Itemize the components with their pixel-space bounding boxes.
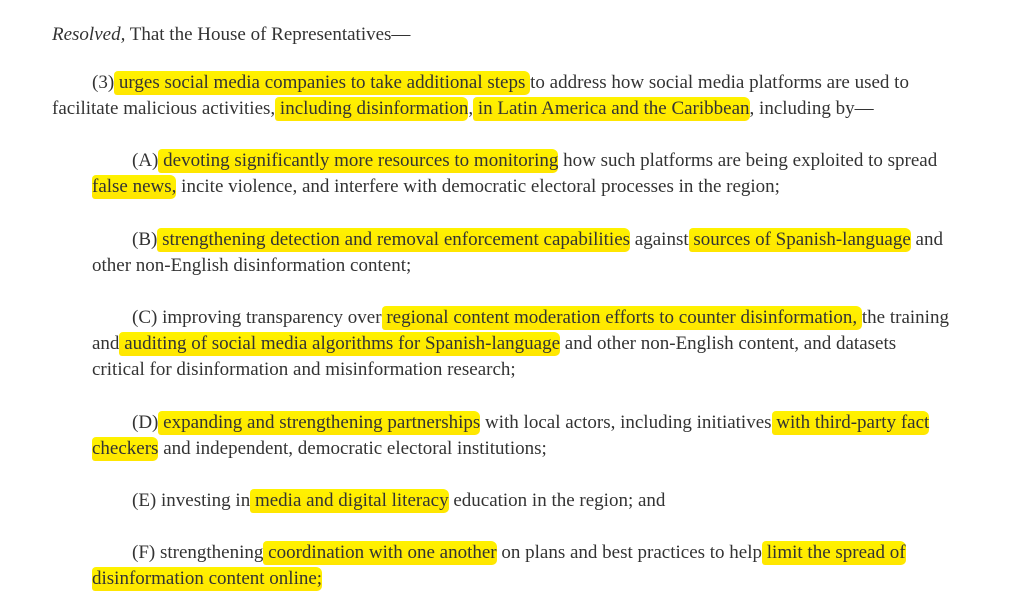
para-a-text: incite violence, and interfere with democratic electoral processes in the region;	[176, 176, 780, 197]
para-3-text: ,	[468, 98, 474, 119]
para-b-text: and	[910, 229, 943, 250]
para-c-line-2	[92, 331, 896, 357]
para-a-line-1	[132, 148, 937, 174]
resolved-line	[52, 22, 410, 48]
para-b-label: (B)	[132, 229, 158, 250]
para-d-text: with local actors, including initiatives	[480, 412, 772, 433]
highlight: auditing of social media algorithms for Spanish-language	[119, 333, 561, 354]
para-a-text: how such platforms are being exploited to spread	[558, 150, 938, 171]
para-c-text: the training	[861, 307, 949, 328]
para-f-text: on plans and best practices to help	[496, 542, 763, 563]
highlight: strengthening detection and removal enforcement capabilities	[157, 229, 631, 250]
para-3-number: (3)	[92, 72, 115, 93]
highlight: devoting significantly more resources to monitoring	[158, 150, 559, 171]
para-3-line-2	[52, 96, 874, 122]
highlight: with third-party fact	[771, 412, 930, 433]
highlight: media and digital literacy	[250, 490, 449, 511]
para-f-text: (F) strengthening	[132, 542, 264, 563]
highlight: expanding and strengthening partnerships	[158, 412, 481, 433]
highlight: including disinformation	[275, 98, 469, 119]
para-d-label: (D)	[132, 412, 159, 433]
para-3-text: facilitate malicious activities,	[52, 98, 276, 119]
para-3-text: to address how social media platforms are used to	[530, 72, 909, 93]
highlight: coordination with one another	[263, 542, 497, 563]
resolved-label: Resolved,	[52, 24, 126, 45]
para-c-text: critical for disinformation and misinformation research;	[92, 359, 516, 380]
para-3-text: , including by—	[749, 98, 874, 119]
para-a-label: (A)	[132, 150, 159, 171]
para-c-line-3	[92, 357, 516, 383]
highlight: urges social media companies to take additional steps	[114, 72, 531, 93]
para-c-line-1	[132, 305, 949, 331]
para-b-line-1	[132, 227, 943, 253]
highlight: false news,	[92, 176, 177, 197]
highlight: limit the spread of	[762, 542, 906, 563]
highlight: checkers	[92, 438, 159, 459]
resolved-text: That the House of Representatives—	[125, 24, 411, 45]
para-c-text: and other non-English content, and datasets	[560, 333, 897, 354]
para-b-text: other non-English disinformation content;	[92, 255, 412, 276]
para-c-text: and	[92, 333, 120, 354]
para-3-line-1	[92, 70, 909, 96]
para-e-text: education in the region; and	[448, 490, 666, 511]
para-d-text: and independent, democratic electoral institutions;	[158, 438, 547, 459]
para-b-text: against	[630, 229, 689, 250]
para-c-text: (C) improving transparency over	[132, 307, 382, 328]
para-e-text: (E) investing in	[132, 490, 251, 511]
highlight: regional content moderation efforts to counter disinformation,	[381, 307, 862, 328]
para-d-line-2	[92, 436, 547, 462]
para-a-line-2	[92, 174, 780, 200]
highlight: disinformation content online;	[92, 568, 323, 589]
para-e-line-1	[132, 488, 665, 514]
para-f-line-2	[92, 566, 322, 592]
para-f-line-1	[132, 540, 906, 566]
para-b-line-2	[92, 253, 411, 279]
highlight: in Latin America and the Caribbean	[473, 98, 750, 119]
para-d-line-1	[132, 410, 929, 436]
highlight: sources of Spanish-language	[688, 229, 911, 250]
